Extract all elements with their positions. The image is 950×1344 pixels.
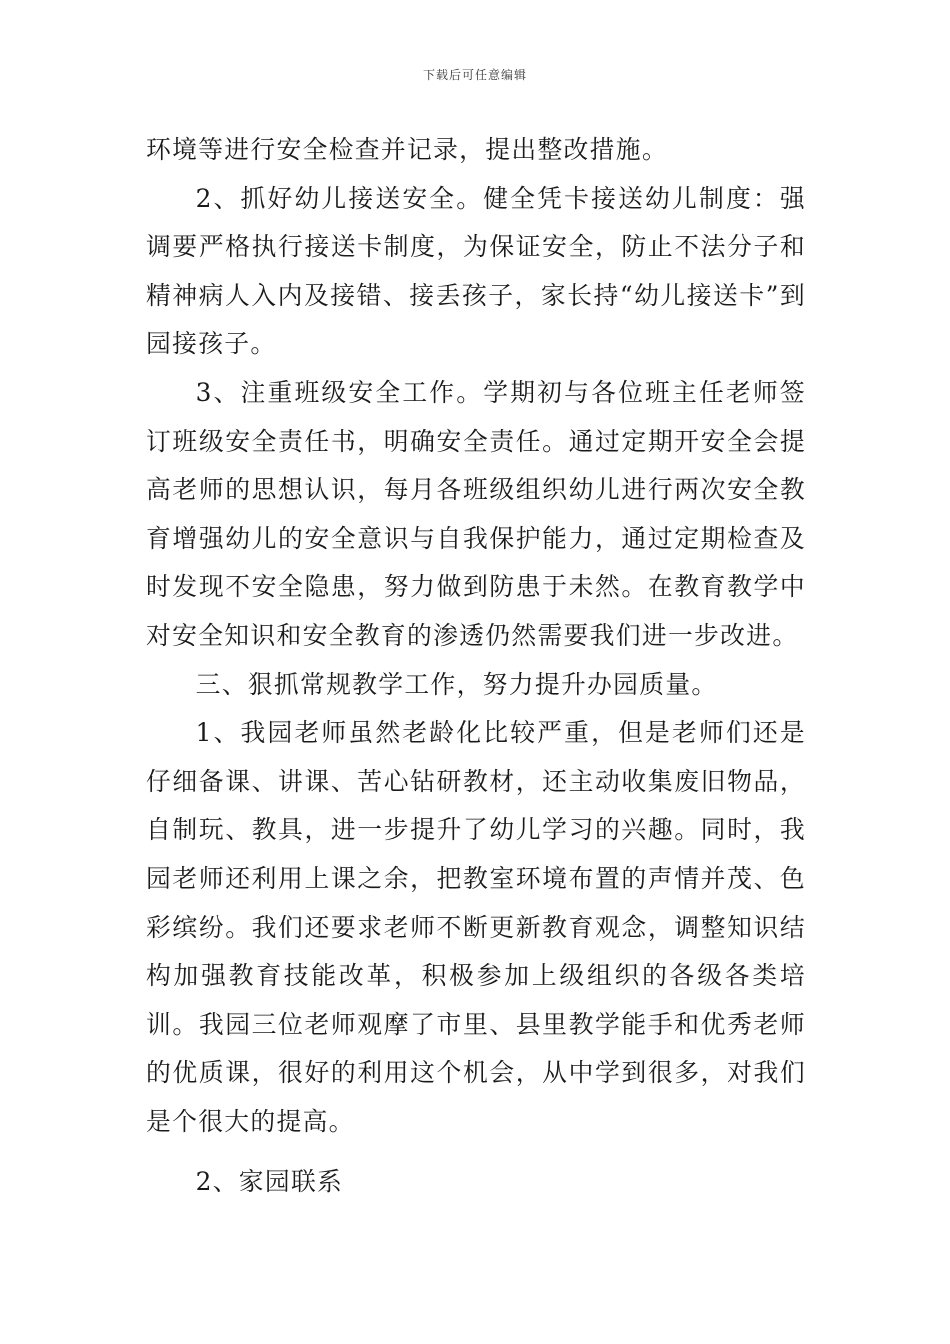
header-note: 下载后可任意编辑	[422, 68, 527, 82]
paragraph-pickup-safety: 2、抓好幼儿接送安全。健全凭卡接送幼儿制度：强调要严格执行接送卡制度，为保证安全，防止不法分子和精神病人入内及接错、接丢孩子，家长持“幼儿接送卡”到园接孩子。	[146, 183, 806, 359]
document-body	[146, 126, 806, 1207]
paragraph-continuation: 环境等进行安全检查并记录，提出整改措施。	[146, 135, 668, 164]
paragraph-class-safety: 3、注重班级安全工作。学期初与各位班主任老师签订班级安全责任书，明确安全责任。通过定期开安全会提高老师的思想认识，每月各班级组织幼儿进行两次安全教育增强幼儿的安全意识与自我保护能力，通过定期检查及时发现不安全隐患，努力做到防患于未然。在教育教学中对安全知识和安全教育的渗透仍然需要我们进一步改进。	[146, 377, 806, 650]
section-heading-teaching: 三、狠抓常规教学工作，努力提升办园质量。	[195, 669, 718, 699]
paragraph-teachers: 1、我园老师虽然老龄化比较严重，但是老师们还是仔细备课、讲课、苦心钻研教材，还主动收集废旧物品，自制玩、教具，进一步提升了幼儿学习的兴趣。同时，我园老师还利用上课之余，把教室环境布置的声情并茂、色彩缤纷。我们还要求老师不断更新教育观念，调整知识结构加强教育技能改革，积极参加上级组织的各级各类培训。我园三位老师观摩了市里、县里教学能手和优秀老师的优质课，很好的利用这个机会，从中学到很多，对我们是个很大的提高。	[146, 718, 806, 1136]
subheading-home-school-contact: 2、家园联系	[195, 1167, 344, 1197]
